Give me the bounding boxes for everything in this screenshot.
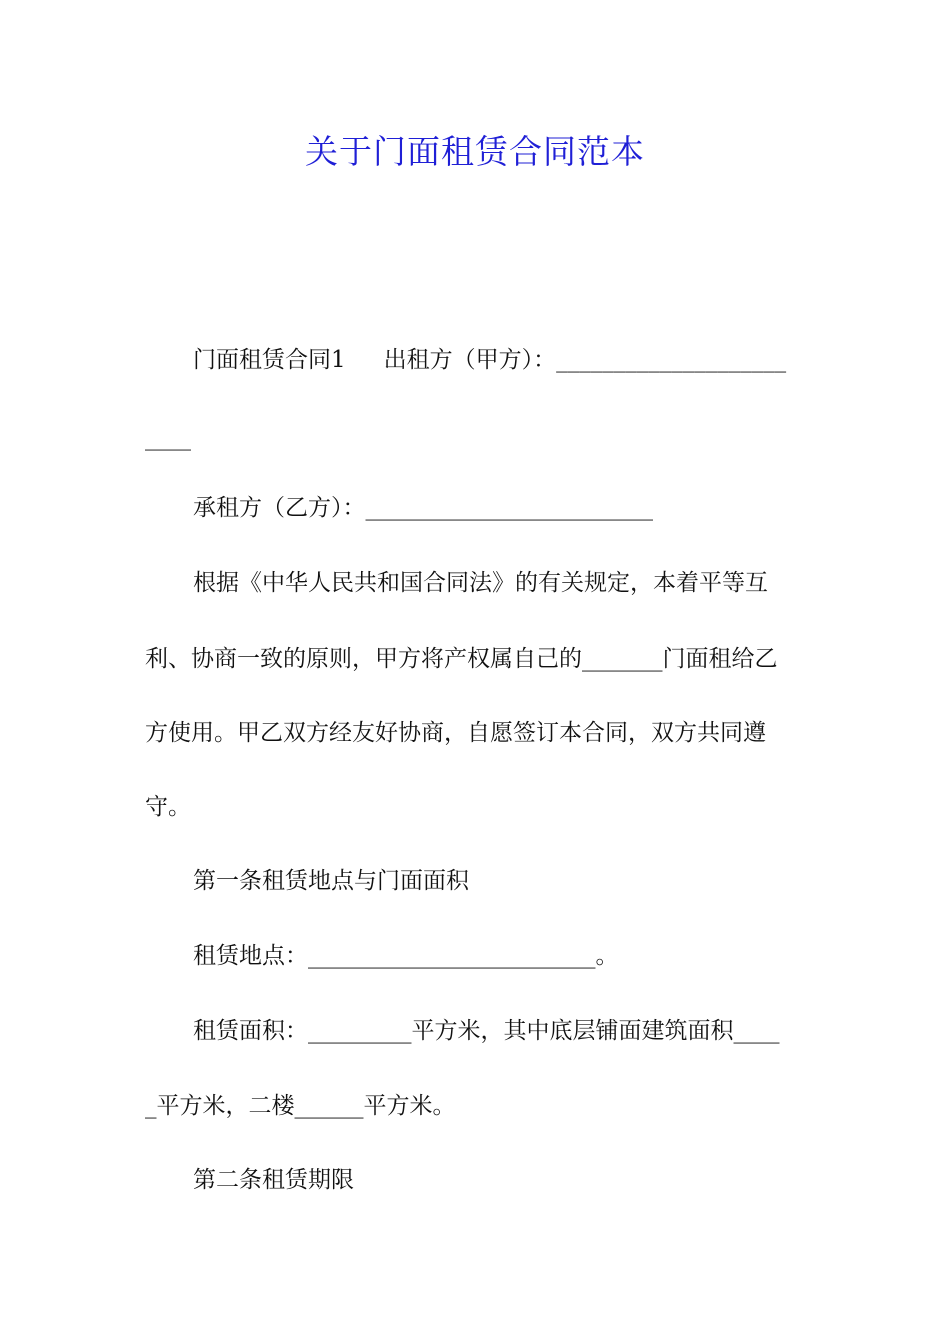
document-title: 关于门面租赁合同范本 — [305, 132, 645, 171]
lessor-field-label: 出租方（甲方）：____________________ — [383, 347, 787, 373]
preamble-line-1: 根据《中华人民共和国合同法》的有关规定，本着平等互 — [193, 570, 768, 596]
article-1-heading: 第一条租赁地点与门面面积 — [193, 868, 469, 894]
lease-location-field: 租赁地点：_________________________。 — [193, 943, 619, 969]
preamble-line-2: 利、协商一致的原则，甲方将产权属自己的_______门面租给乙 — [145, 646, 778, 672]
lease-area-continuation: _平方米，二楼______平方米。 — [145, 1093, 456, 1119]
lessee-field: 承租方（乙方）：_________________________ — [193, 495, 653, 521]
preamble-line-3: 方使用。甲乙双方经友好协商，自愿签订本合同，双方共同遵 — [145, 720, 766, 746]
lessor-field-continuation: ____ — [145, 425, 191, 451]
contract-heading-line — [193, 344, 810, 376]
contract-number: 门面租赁合同1 — [193, 347, 346, 373]
preamble-line-4: 守。 — [145, 794, 191, 820]
article-2-heading: 第二条租赁期限 — [193, 1167, 354, 1193]
lease-area-field: 租赁面积：_________平方米，其中底层铺面建筑面积____ — [193, 1018, 780, 1044]
